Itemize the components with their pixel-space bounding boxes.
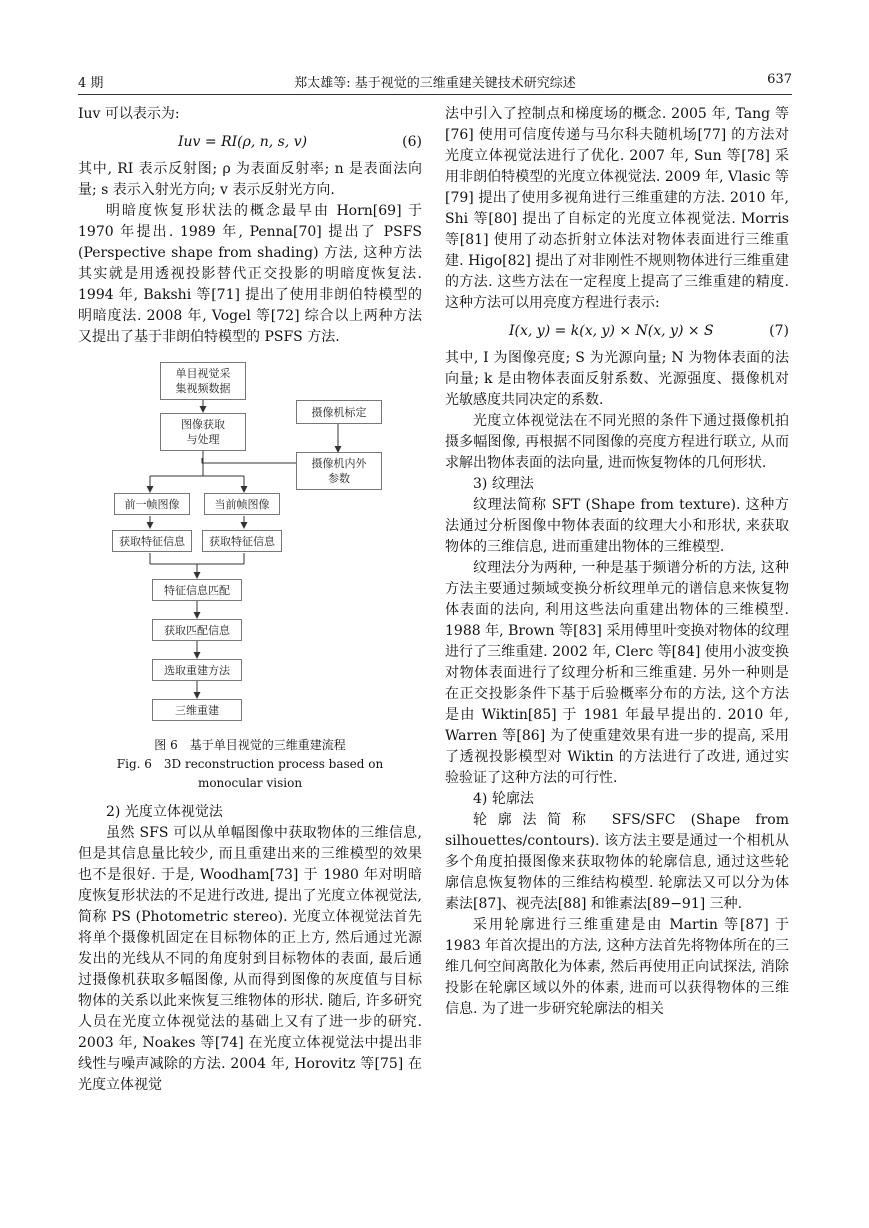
paragraph-photometric: 虽然 SFS 可以从单幅图像中获取物体的三维信息, 但是其信息量比较少, 而且重建出来的三维模型的效果也不是很好. 于是, Woodham[73] 于 1980 年对明暗度恢复形状法的不足进行改进, 提出了光度立体视觉法, 简称 PS (Photometric stereo). 光度立体视觉法首先将单个摄像机固定在目标物体的正上方, 然后通过光源发出的光线从不同的角度射到目标物体的表面, 最后通过摄像机获取多幅图像, 从而得到图像的灰度值与目标物体的关系以此来恢复三维物体的形状. 随后, 许多研究人员在光度立体视觉法的基础上又有了进一步的研究. 2003 年, Noakes 等[74] 在光度立体视觉法中提出非线性与噪声减除的方法. 2004 年, Horovitz 等[75] 在光度立体视觉 [78, 825, 422, 1093]
box-camera-calibration: 摄像机标定 [296, 400, 382, 424]
box-image-processing: 图像获取 与处理 [160, 413, 246, 451]
figure-caption-en-2: monocular vision [197, 776, 303, 790]
running-header [78, 70, 792, 92]
paragraph-sft: 纹理法简称 SFT (Shape from texture). 这种方法通过分析图像中物体表面的纹理大小和形状, 来获取物体的三维信息, 进而重建出物体的三维模型. [445, 497, 789, 555]
page-number: 637 [767, 72, 792, 87]
equation-6 [78, 125, 422, 159]
intro-line: Iuv 可以表示为: [78, 106, 180, 122]
box-previous-frame: 前一帧图像 [114, 493, 190, 515]
paragraph-silhouette: 轮廓法简称 SFS/SFC (Shape from silhouettes/contours). 该方法主要是通过一个相机从多个角度拍摄图像来获取物体的轮廓信息, 通过这些轮廓信息恢复物体的三维结构模型. 轮廓法又可以分为体素法[87]、视壳法[88] 和锥素法[89−91] 三种. [445, 812, 789, 912]
right-column [445, 104, 789, 1020]
equation-7-number: (7) [769, 322, 789, 339]
paragraph-martin: 采用轮廓进行三维重建是由 Martin 等[87] 于 1983 年首次提出的方法, 这种方法首先将物体所在的三维几何空间离散化为体素, 然后再使用正向试探法, 消除投影在轮廓区域以外的体素, 进而可以获得物体的三维信息. 为了进一步研究轮廓法的相关 [445, 917, 789, 1017]
box-camera-parameters: 摄像机内外 参数 [296, 452, 382, 490]
section-heading-2: 2) 光度立体视觉法 [106, 804, 223, 820]
running-title: 郑太雄等: 基于视觉的三维重建关键技术研究综述 [294, 76, 576, 91]
equation-6-body: Iuv = RI(ρ, n, s, v) [178, 133, 308, 150]
box-current-frame: 当前帧图像 [204, 493, 280, 515]
header-rule [78, 94, 792, 95]
paragraph-eq6-def: 其中, RI 表示反射图; ρ 为表面反射率; n 是表面法向量; s 表示入射光方向; v 表示反射光方向. [78, 161, 422, 198]
box-select-method: 选取重建方法 [152, 659, 242, 681]
paragraph-horn: 明暗度恢复形状法的概念最早由 Horn[69] 于 1970 年提出. 1989 年, Penna[70] 提出了 PSFS (Perspective shape from shading) 方法, 这种方法其实就是用透视投影替代正交投影的明暗度恢复法. 1994 年, Bakshi 等[71] 提出了使用非朗伯特模型的明暗度法. 2008 年, Vogel 等[72] 综合以上两种方法又提出了基于非朗伯特模型的 PSFS 方法. [78, 203, 422, 345]
section-heading-3: 3) 纹理法 [473, 476, 534, 492]
issue-number: 4 期 [78, 76, 104, 91]
left-column-lower [78, 802, 422, 1096]
section-heading-4: 4) 轮廓法 [473, 791, 534, 807]
paragraph-ps-continued: 法中引入了控制点和梯度场的概念. 2005 年, Tang 等[76] 使用可信度传递与马尔科夫随机场[77] 的方法对光度立体视觉法进行了优化. 2007 年, Sun 等[78] 采用非朗伯特模型的光度立体视觉法. 2009 年, Vlasic 等[79] 提出了使用多视角进行三维重建的方法. 2010 年, Shi 等[80] 提出了自标定的光度立体视觉法. Morris 等[81] 使用了动态折射立体法对物体表面进行三维重建. Higo[82] 提出了对非刚性不规则物体进行三维重建的方法. 这些方法在一定程度上提高了三维重建的精度. 这种方法可以用亮度方程进行表示: [445, 106, 789, 311]
equation-7 [445, 314, 789, 348]
equation-6-number: (6) [402, 133, 422, 150]
box-3d-reconstruction: 三维重建 [152, 699, 242, 721]
figure-caption-cn: 图 6 基于单目视觉的三维重建流程 [154, 738, 346, 752]
box-feature-matching: 特征信息匹配 [152, 579, 242, 601]
equation-7-body: I(x, y) = k(x, y) × N(x, y) × S [509, 322, 714, 339]
paragraph-eq7-def: 其中, I 为图像亮度; S 为光源向量; N 为物体表面的法向量; k 是由物体表面反射系数、光源强度、摄像机对光敏感度共同决定的系数. [445, 350, 789, 408]
figure-6 [78, 358, 422, 794]
box-feature-right: 获取特征信息 [202, 530, 282, 552]
box-feature-left: 获取特征信息 [112, 530, 192, 552]
box-capture-video: 单目视觉采 集视频数据 [160, 362, 246, 400]
paragraph-ps-summary: 光度立体视觉法在不同光照的条件下通过摄像机拍摄多幅图像, 再根据不同图像的亮度方程进行联立, 从而求解出物体表面的法向量, 进而恢复物体的几何形状. [445, 413, 789, 471]
figure-caption-en-1: Fig. 6 3D reconstruction process based on [116, 757, 384, 771]
paragraph-sft-methods: 纹理法分为两种, 一种是基于频谱分析的方法, 这种方法主要通过频域变换分析纹理单元的谱信息来恢复物体表面的法向, 利用这些法向重建出物体的三维模型. 1988 年, Brown 等[83] 采用傅里叶变换对物体的纹理进行了三维重建. 2002 年, Clerc 等[84] 使用小波变换对物体表面进行了纹理分析和三维重建. 另外一种则是在正交投影条件下基于后验概率分布的方法, 这个方法是由 Wiktin[85] 于 1981 年最早提出的. 2010 年, Warren 等[86] 为了使重建效果有进一步的提高, 采用了透视投影模型对 Wiktin 的方法进行了改进, 通过实验验证了这种方法的可行性. [445, 560, 789, 786]
left-column [78, 104, 422, 348]
box-match-info: 获取匹配信息 [152, 619, 242, 641]
